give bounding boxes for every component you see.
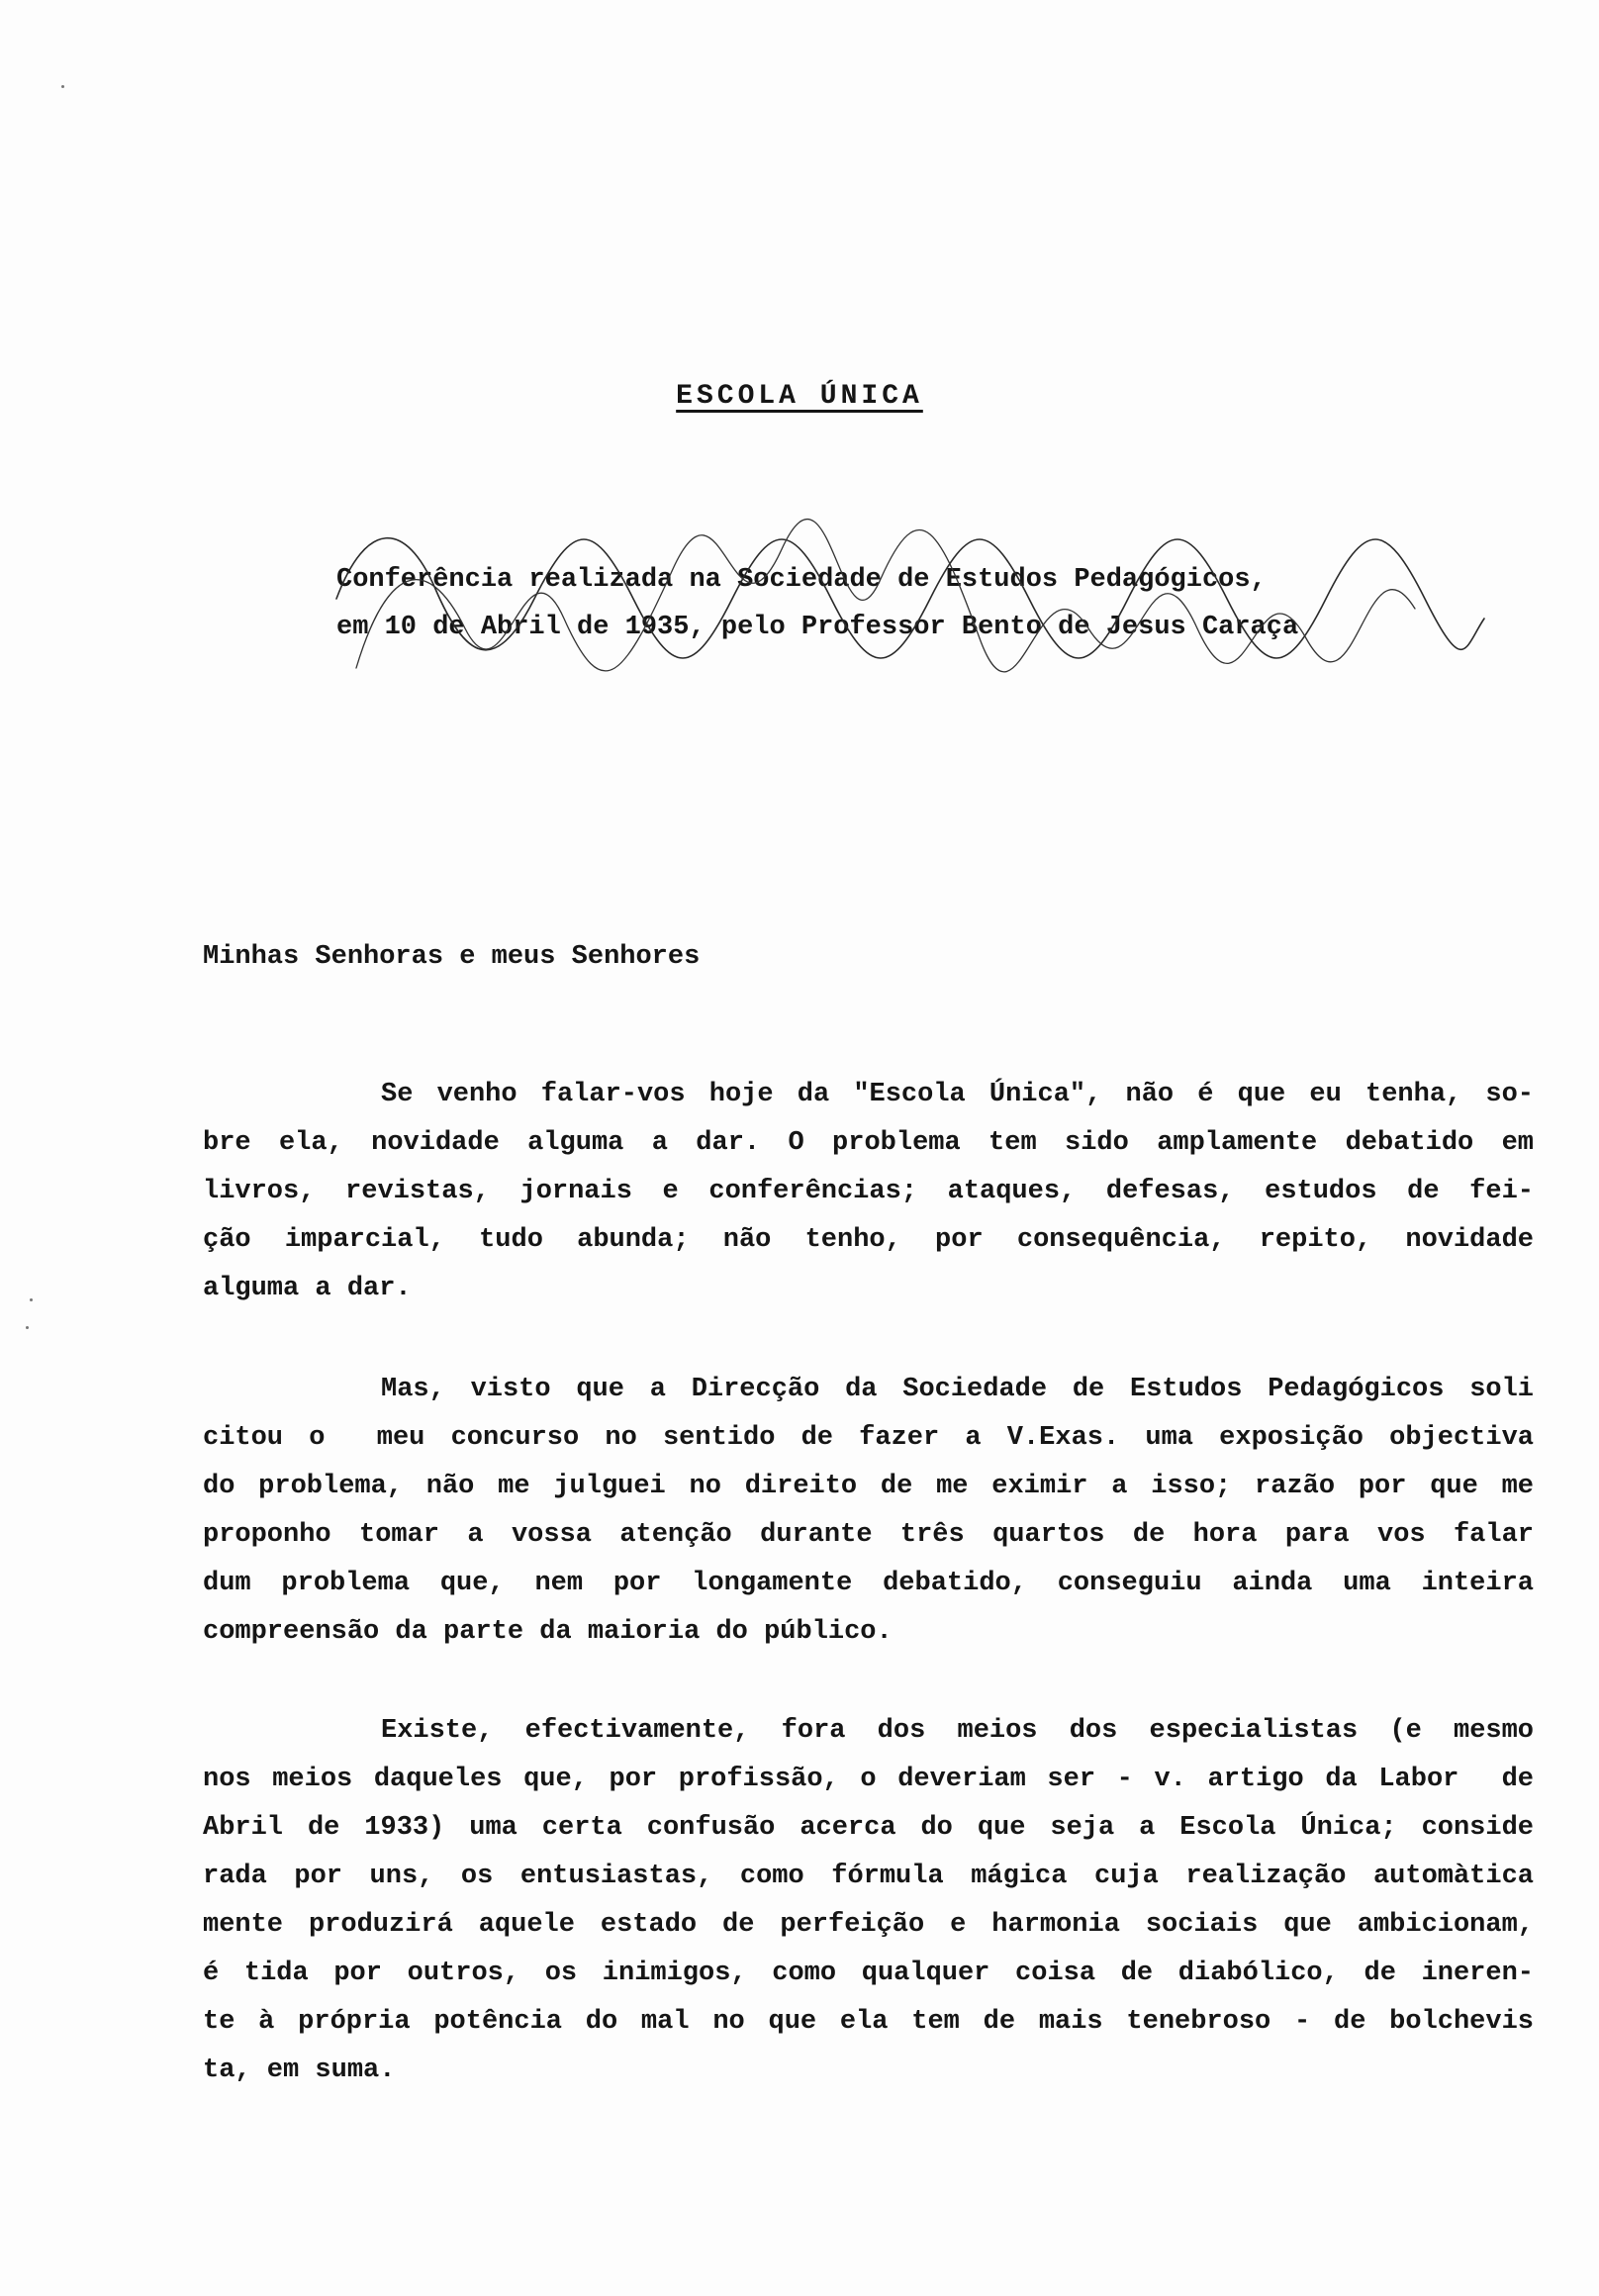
text-line: Se venho falar-vos hoje da "Escola Única", não é que eu tenha, so- xyxy=(381,1080,1534,1109)
text-line: mente produzirá aquele estado de perfeição e harmonia sociais que ambicionam, xyxy=(203,1910,1534,1940)
paper-speck xyxy=(26,1326,29,1329)
text-line: compreensão da parte da maioria do público. xyxy=(203,1617,893,1647)
salutation: Minhas Senhoras e meus Senhores xyxy=(203,942,701,972)
text-line: ta, em suma. xyxy=(203,2056,396,2085)
paragraph-2 xyxy=(203,1366,1534,1657)
text-line: te à própria potência do mal no que ela tem de mais tenebroso - de bolchevis xyxy=(203,2007,1534,2037)
text-line: Existe, efectivamente, fora dos meios dos especialistas (e mesmo xyxy=(381,1716,1534,1746)
text-line: Mas, visto que a Direcção da Sociedade de Estudos Pedagógicos soli xyxy=(381,1375,1534,1404)
text-line: é tida por outros, os inimigos, como qualquer coisa de diabólico, de ineren- xyxy=(203,1959,1534,1988)
text-line: do problema, não me julguei no direito de me eximir a isso; razão por que me xyxy=(203,1472,1534,1501)
paper-speck xyxy=(61,85,64,88)
subtitle-line: em 10 de Abril de 1935, pelo Professor Bento de Jesus Caraça xyxy=(336,613,1299,642)
paragraph-1 xyxy=(203,1071,1534,1313)
text-line: alguma a dar. xyxy=(203,1274,412,1303)
paper-speck xyxy=(30,1298,33,1301)
document-subtitle xyxy=(336,556,1484,651)
text-line: rada por uns, os entusiastas, como fórmula mágica cuja realização automàtica xyxy=(203,1862,1534,1891)
text-line: ção imparcial, tudo abunda; não tenho, por consequência, repito, novidade xyxy=(203,1225,1534,1255)
text-line: citou o meu concurso no sentido de fazer a V.Exas. uma exposição objectiva xyxy=(203,1423,1534,1453)
text-line: dum problema que, nem por longamente debatido, conseguiu ainda uma inteira xyxy=(203,1569,1534,1598)
paragraph-3 xyxy=(203,1707,1534,2095)
text-line: livros, revistas, jornais e conferências; ataques, defesas, estudos de fei- xyxy=(203,1177,1534,1206)
text-line: proponho tomar a vossa atenção durante três quartos de hora para vos falar xyxy=(203,1520,1534,1550)
subtitle-line: Conferência realizada na Sociedade de Estudos Pedagógicos, xyxy=(336,565,1267,595)
text-line: nos meios daqueles que, por profissão, o deveriam ser - v. artigo da Labor de xyxy=(203,1765,1534,1794)
text-line: bre ela, novidade alguma a dar. O problema tem sido amplamente debatido em xyxy=(203,1128,1534,1158)
text-line: Abril de 1933) uma certa confusão acerca do que seja a Escola Única; conside xyxy=(203,1813,1534,1843)
document-title: ESCOLA ÚNICA xyxy=(676,381,923,412)
